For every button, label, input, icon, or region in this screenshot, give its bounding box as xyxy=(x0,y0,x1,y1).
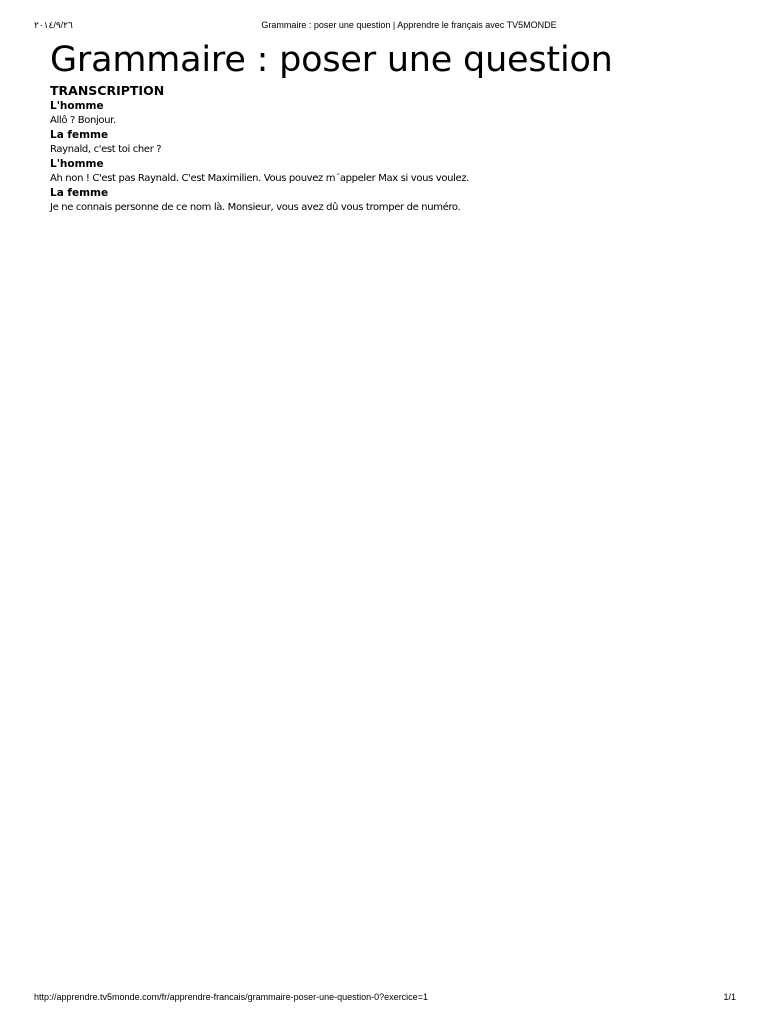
main-content xyxy=(50,40,730,215)
dialogue-transcript xyxy=(50,99,730,215)
dialogue-line: Ah non ! C'est pas Raynald. C'est Maximilien. Vous pouvez m´appeler Max si vous voulez. xyxy=(50,172,470,184)
document-title: Grammaire : poser une question | Apprendre le français avec TV5MONDE xyxy=(261,20,557,30)
dialogue-line: Raynald, c'est toi cher ? xyxy=(50,143,162,155)
print-date: ٢٠١٤/٩/٢٦ xyxy=(34,20,73,30)
speaker-label: La femme xyxy=(50,187,109,199)
speaker-label: L'homme xyxy=(50,158,104,170)
dialogue-line: Je ne connais personne de ce nom là. Monsieur, vous avez dû vous tromper de numéro. xyxy=(50,201,461,213)
transcription-heading: TRANSCRIPTION xyxy=(50,83,165,98)
print-footer xyxy=(0,990,768,1004)
source-url[interactable]: http://apprendre.tv5monde.com/fr/apprendre-francais/grammaire-poser-une-question-0?exercice=1 xyxy=(34,992,428,1002)
speaker-label: La femme xyxy=(50,129,109,141)
speaker-label: L'homme xyxy=(50,100,104,112)
page-title: Grammaire : poser une question xyxy=(50,40,613,80)
print-header xyxy=(0,18,768,32)
page-number: 1/1 xyxy=(723,992,736,1002)
dialogue-line: Allô ? Bonjour. xyxy=(50,114,116,126)
